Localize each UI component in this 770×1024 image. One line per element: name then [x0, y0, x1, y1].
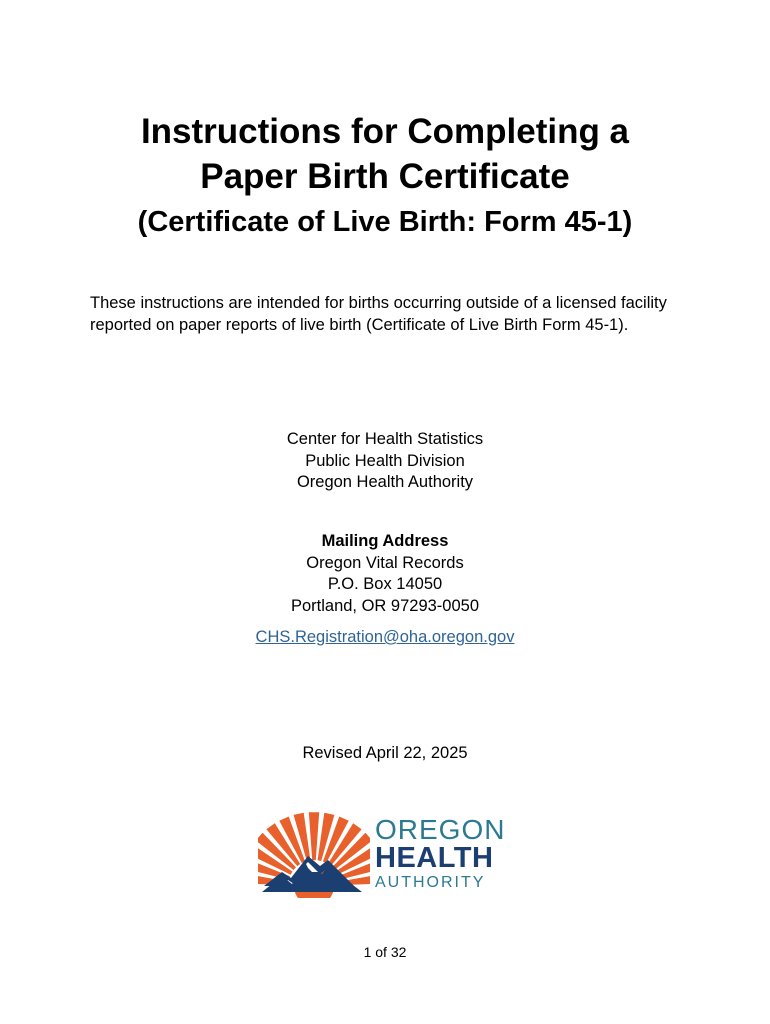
- mailing-line-1: Oregon Vital Records: [306, 553, 464, 572]
- document-title-line-1: Instructions for Completing a: [140, 112, 630, 151]
- revised-date: Revised April 22, 2025: [302, 744, 468, 762]
- page-number: 1 of 32: [363, 944, 407, 960]
- oha-logo: [258, 806, 518, 898]
- email-row: [0, 626, 770, 648]
- logo-wordmark: [375, 816, 515, 893]
- org-line-1: Center for Health Statistics: [286, 430, 484, 448]
- mailing-line-2: P.O. Box 14050: [327, 575, 443, 593]
- intro-line-1: These instructions are intended for births occurring outside of a licensed facility: [90, 294, 667, 312]
- logo-authority-text: AUTHORITY: [375, 874, 486, 891]
- intro-line-2: reported on paper reports of live birth (Certificate of Live Birth Form 45-1).: [90, 316, 629, 334]
- mailing-address-heading: Mailing Address: [321, 532, 449, 550]
- sun-ray: [309, 812, 319, 860]
- document-subtitle: (Certificate of Live Birth: Form 45-1): [137, 206, 633, 238]
- logo-health-text: HEALTH: [375, 842, 494, 874]
- org-line-2: Public Health Division: [305, 451, 465, 470]
- mailing-address-block: [0, 531, 770, 617]
- email-link[interactable]: CHS.Registration@oha.oregon.gov: [255, 628, 515, 646]
- logo-oregon-text: OREGON: [375, 814, 506, 845]
- sun-mountain-icon: [258, 806, 370, 898]
- org-line-3: Oregon Health Authority: [296, 473, 474, 491]
- organization-block: [0, 429, 770, 494]
- mailing-line-3: Portland, OR 97293-0050: [290, 596, 480, 615]
- document-title-line-2: Paper Birth Certificate: [200, 157, 570, 196]
- intro-paragraph: [90, 292, 730, 336]
